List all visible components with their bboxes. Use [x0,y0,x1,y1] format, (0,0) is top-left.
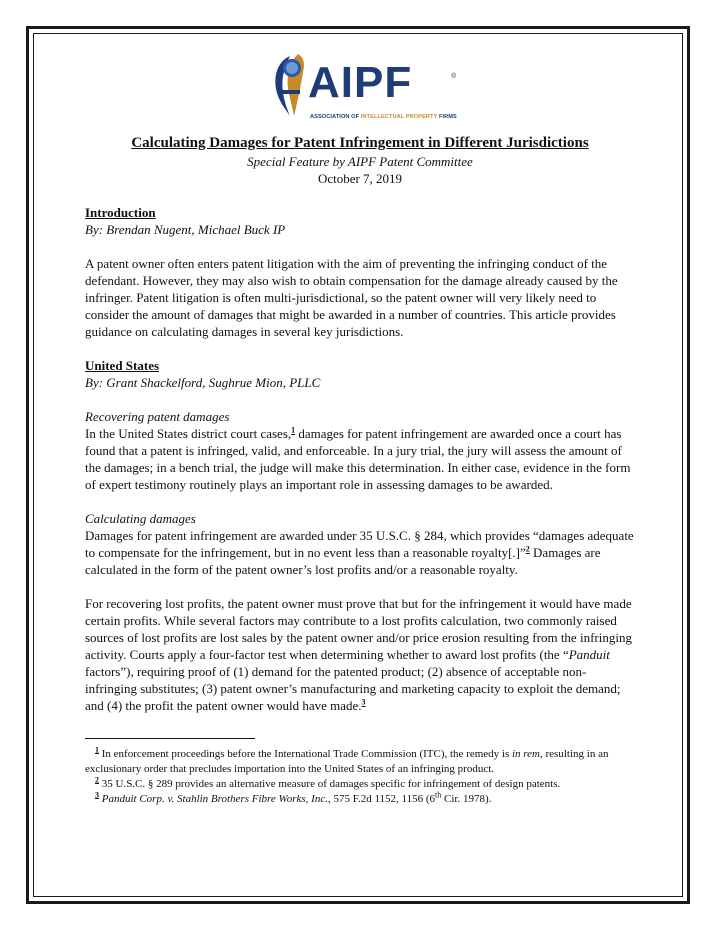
document-date: October 7, 2019 [317,171,403,186]
aipf-globe-icon [268,50,312,118]
registered-mark: ® [451,73,457,80]
footnote-3: $^3$ Panduit Corp. v. Stahlin Brothers Fibre Works, Inc., 575 F.2d 1152, 1156 (6th Cir. 1978). [95,790,492,805]
document-page [85,50,635,807]
intro-paragraph: A patent owner often enters patent litigation with the aim of preventing the infringing conduct of the defendant. However, they may also wish to obtain compensation for the damage already caused by the infringer. Patent litigation is often multi-jurisdictional, so the patent owner will very likely need to consider the amount of damages that might be awarded in a number of countries. This article provides guidance on calculating damages in several key jurisdictions. [85,256,618,339]
section-byline-introduction: By: Brendan Nugent, Michael Buck IP [85,222,286,237]
footnote-ref-3[interactable]: 3 [361,697,366,707]
document-subtitle: Special Feature by AIPF Patent Committee [247,154,473,169]
footnote-2: $^2$ 35 U.S.C. § 289 provides an alternative measure of damages specific for infringement of design patents. [95,775,561,790]
lost-profits-paragraph: For recovering lost profits, the patent owner must prove that but for the infringement it would have made certain profits. While several factors may contribute to a lost profits calculation, two commonly raised sources of lost profits are lost sales by the patent owner and/or price erosion resulting from the infringing activity. Courts apply a four-factor test when determining whether to award lost profits (the “Panduit factors”), requiring proof of (1) demand for the patented product; (2) absence of acceptable non-infringing substitutes; (3) patent owner’s manufacturing and marketing capacity to exploit the demand; and (4) the profit the patent owner would have made.$^3$ [85,596,632,713]
calculating-paragraph: Damages for patent infringement are awarded under 35 U.S.C. § 284, which provides “damages adequate to compensate for the infringement, but in no event less than a reasonable royalty[.]”$^2$ Damages are calculated in the form of the patent owner’s lost profits and/or a reasonable royalty. [85,528,634,577]
aipf-logo [268,50,468,125]
section-heading-introduction: Introduction [85,205,156,220]
footnote-ref-1[interactable]: 1 [291,425,296,435]
document-title: Calculating Damages for Patent Infringement in Different Jurisdictions [131,135,589,151]
logo-wordmark: AIPF [308,58,413,107]
footnote-ref-2[interactable]: 2 [525,544,530,554]
footnote-1: $^1$ In enforcement proceedings before the International Trade Commission (ITC), the remedy is in rem, resulting in an exclusionary order that precludes importation into the United States of an infringing product. [85,745,609,775]
section-byline-united-states: By: Grant Shackelford, Sughrue Mion, PLLC [85,375,321,390]
recovering-paragraph: In the United States district court cases,$^1$ damages for patent infringement are awarded once a court has found that a patent is infringed, valid, and enforceable. In a jury trial, the jury will assess the amount of the damages; in a bench trial, the judge will make this determination. In either case, evidence in the form of expert testimony routinely plays an important role in assessing damages to be awarded. [85,425,631,492]
subheading-recovering: Recovering patent damages [85,409,230,424]
logo-tagline: ASSOCIATION OF INTELLECTUAL PROPERTY FIRMS [310,114,457,120]
subheading-calculating: Calculating damages [85,511,196,526]
section-heading-united-states: United States [85,358,160,373]
footnote-separator [85,738,255,739]
